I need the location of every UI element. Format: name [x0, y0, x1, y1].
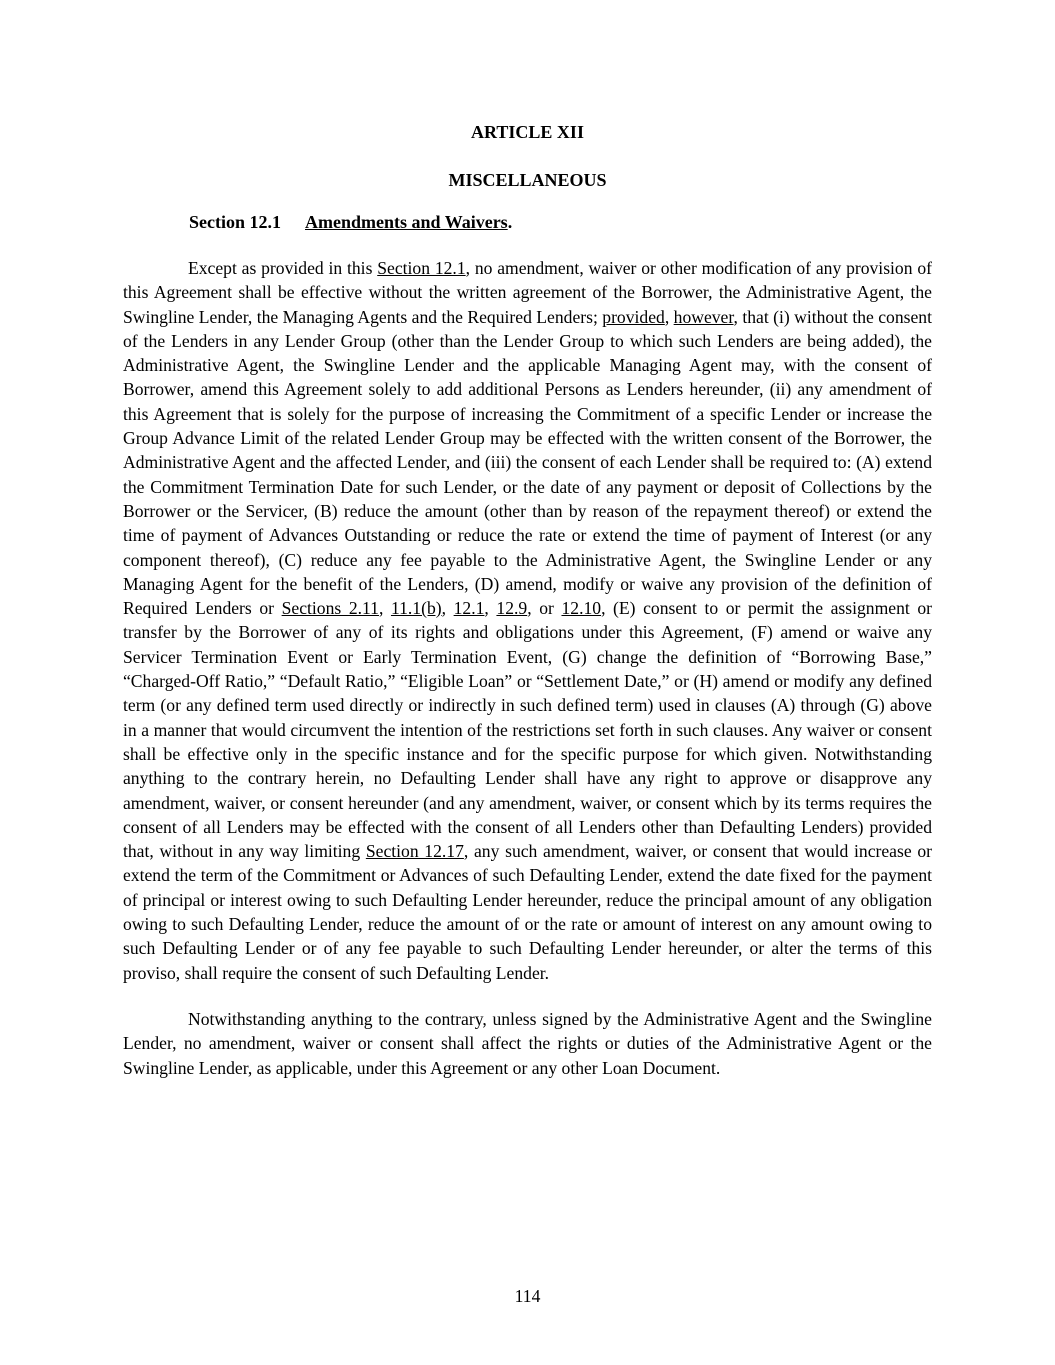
text-run: , any such amendment, waiver, or consent that would increase or extend the term of the Commitment or Advances of such Defaulting Lender, extend the date fixed for the payment of principal or interest owing to such Defaulting Lender hereunder, reduce the principal amount of any obligation owing to such Defaulting Lender, reduce the amount of or the rate or amount of interest on any amount owing to such Defaulting Lender or of any fee payable to such Defaulting Lender hereunder, or alter the terms of this proviso, shall require the consent of such Defaulting Lender.: [123, 841, 932, 983]
text-run: , that (i) without the consent of the Lenders in any Lender Group (other than the Lender Group to which such Lenders are being added), the Administrative Agent, the Swingline Lender and the applicable Managing Agent may, with the consent of Borrower, amend this Agreement solely to add additional Persons as Lenders hereunder, (ii) any amendment of this Agreement that is solely for the purpose of increasing the Commitment of a specific Lender or increase the Group Advance Limit of the related Lender Group may be effected with the written consent of the Borrower, the Administrative Agent and the affected Lender, and (iii) the consent of each Lender shall be required to: (A) extend the Commitment Termination Date for such Lender, or the date of any payment or deposit of Collections by the Borrower or the Servicer, (B) reduce the amount (other than by reason of the repayment thereof) or extend the time of payment of Advances Outstanding or reduce the rate or extend the time of payment of Interest (or any component thereof), (C) reduce any fee payable to the Administrative Agent, the Swingline Lender or any Managing Agent for the benefit of the Lenders, (D) amend, modify or waive any provision of the definition of Required Lenders or: [123, 306, 932, 619]
section-reference: 12.1: [453, 598, 485, 619]
text-run: ,: [484, 598, 497, 619]
section-heading: [123, 210, 932, 234]
page-number: 114: [514, 1286, 541, 1306]
section-number: Section 12.1: [189, 212, 281, 232]
text-run: ,: [441, 598, 454, 619]
text-run: ,: [664, 306, 674, 327]
body-paragraph-2: Notwithstanding anything to the contrary, unless signed by the Administrative Agent and the Swingline Lender, no amendment, waiver or consent shall affect the rights or duties of the Administrative Agent or the Swingline Lender, as applicable, under this Agreement or any other Loan Document.: [123, 1008, 932, 1078]
section-reference: 12.9: [496, 598, 528, 619]
body-paragraph-1: [123, 256, 932, 985]
text-run: Except as provided in this: [188, 258, 378, 278]
article-title: ARTICLE XII: [471, 122, 584, 142]
section-title-period: .: [507, 212, 513, 232]
proviso-term: however: [673, 306, 734, 327]
article-subtitle: MISCELLANEOUS: [448, 170, 607, 190]
text-run: , or: [527, 598, 562, 619]
section-title: Amendments and Waivers: [305, 212, 508, 232]
section-reference: Sections 2.11: [281, 598, 379, 619]
proviso-term: provided: [602, 306, 665, 327]
section-reference: Section 12.1: [377, 258, 466, 278]
section-reference: Section 12.17: [365, 841, 464, 862]
section-reference: 12.10: [561, 598, 602, 619]
text-run: , no amendment, waiver or other modification of any provision of this Agreement shall be effective without the written agreement of the Borrower, the Administrative Agent, the Swingline Lender, the Managing Agents and the Required Lenders;: [123, 258, 933, 327]
section-reference: 11.1(b): [390, 598, 442, 619]
text-run: , (E) consent to or permit the assignment or transfer by the Borrower of any of its rights and obligations under this Agreement, (F) amend or waive any Servicer Termination Event or Early Termination Event, (G) change the definition of “Borrowing Base,” “Charged-Off Ratio,” “Default Ratio,” “Eligible Loan” or “Settlement Date,” or (H) amend or modify any defined term (or any defined term used directly or indirectly in such defined term) used in clauses (A) through (G) above in a manner that would circumvent the intention of the restrictions set forth in such clauses. Any waiver or consent shall be effective only in the specific instance and for the specific purpose for which given. Notwithstanding anything to the contrary herein, no Defaulting Lender shall have any right to approve or disapprove any amendment, waiver, or consent hereunder (and any amendment, waiver, or consent which by its terms requires the consent of all Lenders may be effected with the consent of all Lenders other than Defaulting Lenders) provided that, without in any way limiting: [123, 598, 933, 862]
text-run: ,: [378, 598, 391, 619]
